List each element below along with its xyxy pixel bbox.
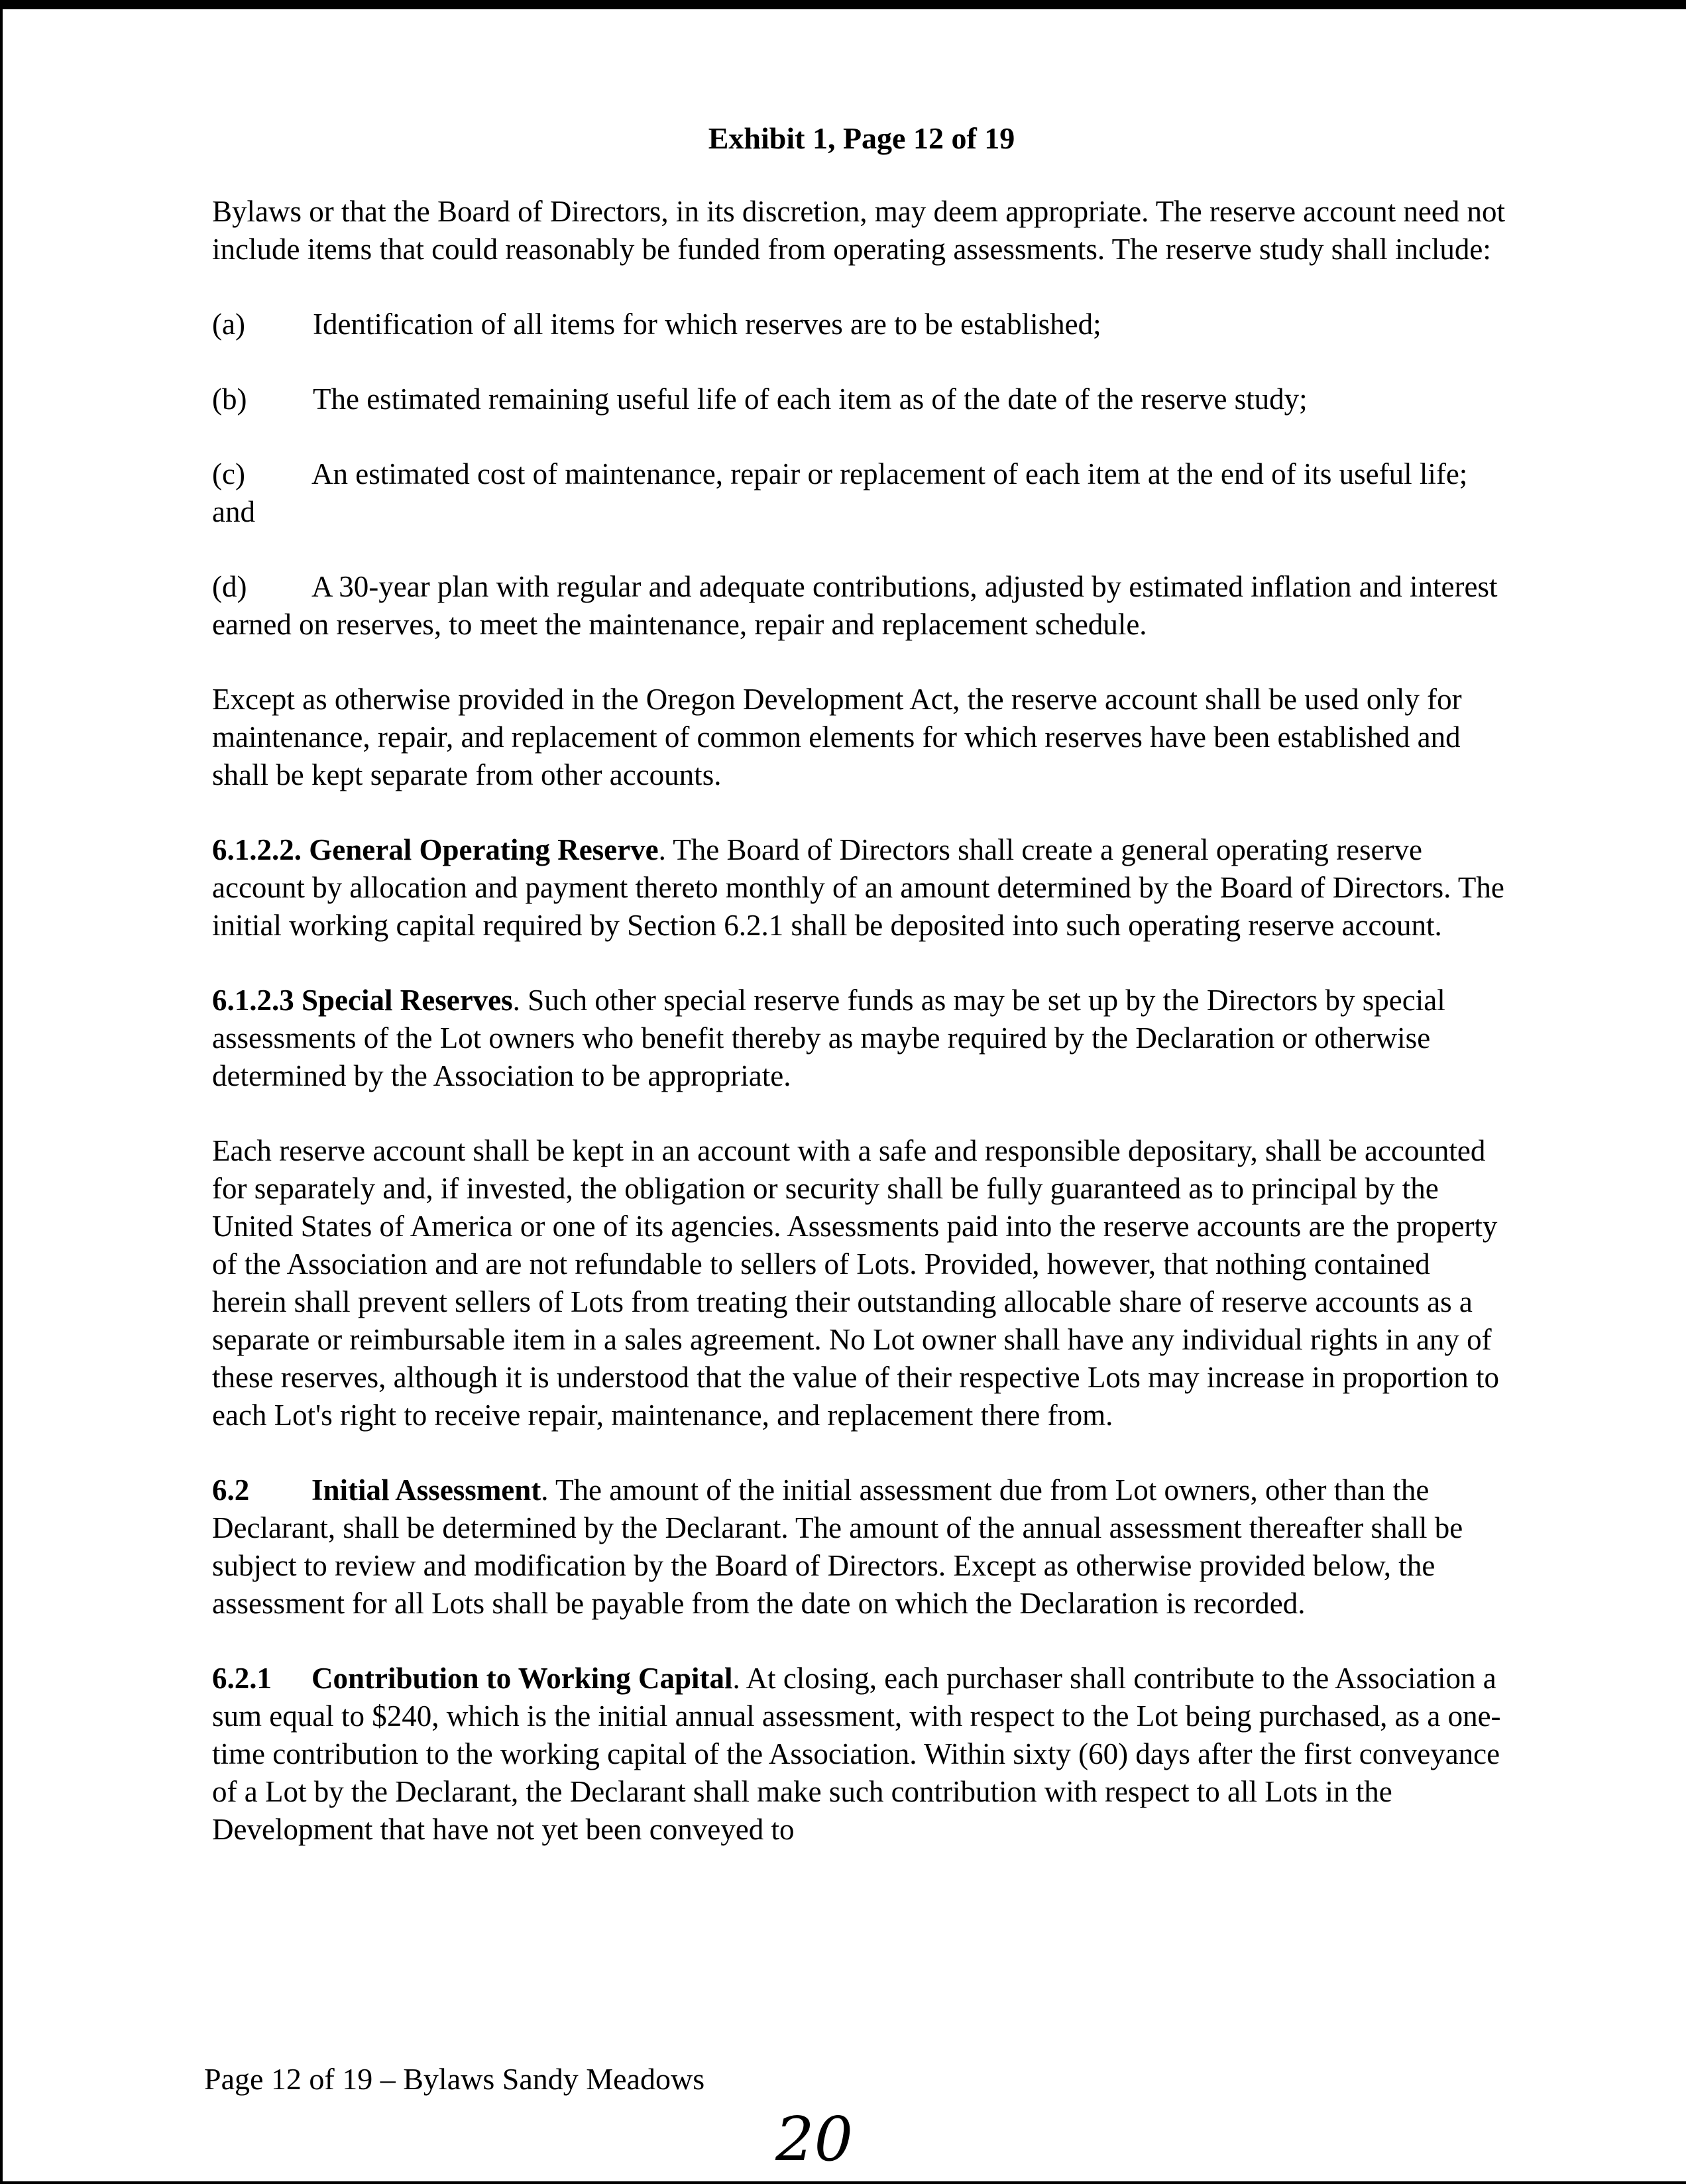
section-text: . The amount of the initial assessment due from Lot owners, other than the Declarant, shall be determined by the Declarant. The amount of the annual assessment thereafter shall be subject to review and modification by the Board of Directors. Except as otherwise provided below, the assessment for all Lots shall be payable from the date on which the Declaration is recorded. — [212, 1473, 1463, 1620]
list-text: A 30-year plan with regular and adequate contributions, adjusted by estimated inflation and interest earned on reserves, to meet the maintenance, repair and replacement schedule. — [212, 570, 1498, 641]
list-label: (b) — [212, 382, 247, 416]
section-heading: Initial Assessment — [311, 1473, 541, 1507]
list-item-b — [212, 380, 1511, 418]
section-heading: 6.1.2.3 Special Reserves — [212, 984, 513, 1017]
section-number: 6.2.1 — [212, 1662, 272, 1695]
list-text: The estimated remaining useful life of each item as of the date of the reserve study; — [313, 382, 1308, 416]
list-label: (c) — [212, 457, 245, 490]
document-page — [212, 119, 1511, 1886]
list-text: An estimated cost of maintenance, repair or replacement of each item at the end of its useful life; and — [212, 457, 1468, 528]
page-header: Exhibit 1, Page 12 of 19 — [708, 121, 1015, 155]
each-reserve-paragraph: Each reserve account shall be kept in an account with a safe and responsible depositary, shall be accounted for separately and, if invested, the obligation or security shall be fully guaranteed as to principal by the United States of America or one of its agencies. Assessments paid into the reserve accounts are the property of the Association and are not refundable to sellers of Lots. Provided, however, that nothing contained herein shall prevent sellers of Lots from treating their outstanding allocable share of reserve accounts as a separate or reimbursable item in a sales agreement. No Lot owner shall have any individual rights in any of these reserves, although it is understood that the value of their respective Lots may increase in proportion to each Lot's right to receive repair, maintenance, and replacement there from. — [212, 1134, 1499, 1432]
list-item-a — [212, 306, 1511, 343]
list-text: Identification of all items for which reserves are to be established; — [313, 308, 1101, 341]
list-item-c — [212, 455, 1511, 531]
section-text: . At closing, each purchaser shall contribute to the Association a sum equal to $240, which is the initial annual assessment, with respect to the Lot being purchased, as a one-time contribution to the working capital of the Association. Within sixty (60) days after the first conveyance of a Lot by the Declarant, the Declarant shall make such contribution with respect to all Lots in the Development that have not yet been conveyed to — [212, 1662, 1501, 1846]
section-heading: Contribution to Working Capital — [311, 1662, 733, 1695]
section-text: . The Board of Directors shall create a general operating reserve account by allocation and payment thereto monthly of an amount determined by the Board of Directors. The initial working capital required by Section 6.2.1 shall be deposited into such operating reserve account. — [212, 833, 1504, 942]
list-label: (d) — [212, 570, 247, 603]
section-6-1-2-2 — [212, 831, 1511, 945]
handwritten-page-number: 20 — [775, 2104, 854, 2175]
top-border-rule — [0, 0, 1686, 9]
section-6-2 — [212, 1471, 1511, 1623]
section-heading: 6.1.2.2. General Operating Reserve — [212, 833, 659, 866]
section-6-1-2-3 — [212, 982, 1511, 1095]
left-border-rule — [0, 0, 3, 2184]
except-paragraph: Except as otherwise provided in the Oregon Development Act, the reserve account shall be used only for maintenance, repair, and replacement of common elements for which reserves have been established and shall be kept separate from other accounts. — [212, 683, 1462, 791]
section-text: . Such other special reserve funds as may be set up by the Directors by special assessments of the Lot owners who benefit thereby as maybe required by the Declaration or otherwise determined by the Association to be appropriate. — [212, 984, 1445, 1092]
page-footer: Page 12 of 19 – Bylaws Sandy Meadows — [204, 2062, 705, 2096]
section-number: 6.2 — [212, 1473, 250, 1507]
list-label: (a) — [212, 308, 245, 341]
bottom-border-rule — [0, 2181, 1686, 2184]
section-6-2-1 — [212, 1660, 1511, 1849]
list-item-d — [212, 568, 1511, 644]
intro-paragraph: Bylaws or that the Board of Directors, in its discretion, may deem appropriate. The reserve account need not include items that could reasonably be funded from operating assessments. The reserve study shall include: — [212, 195, 1506, 266]
